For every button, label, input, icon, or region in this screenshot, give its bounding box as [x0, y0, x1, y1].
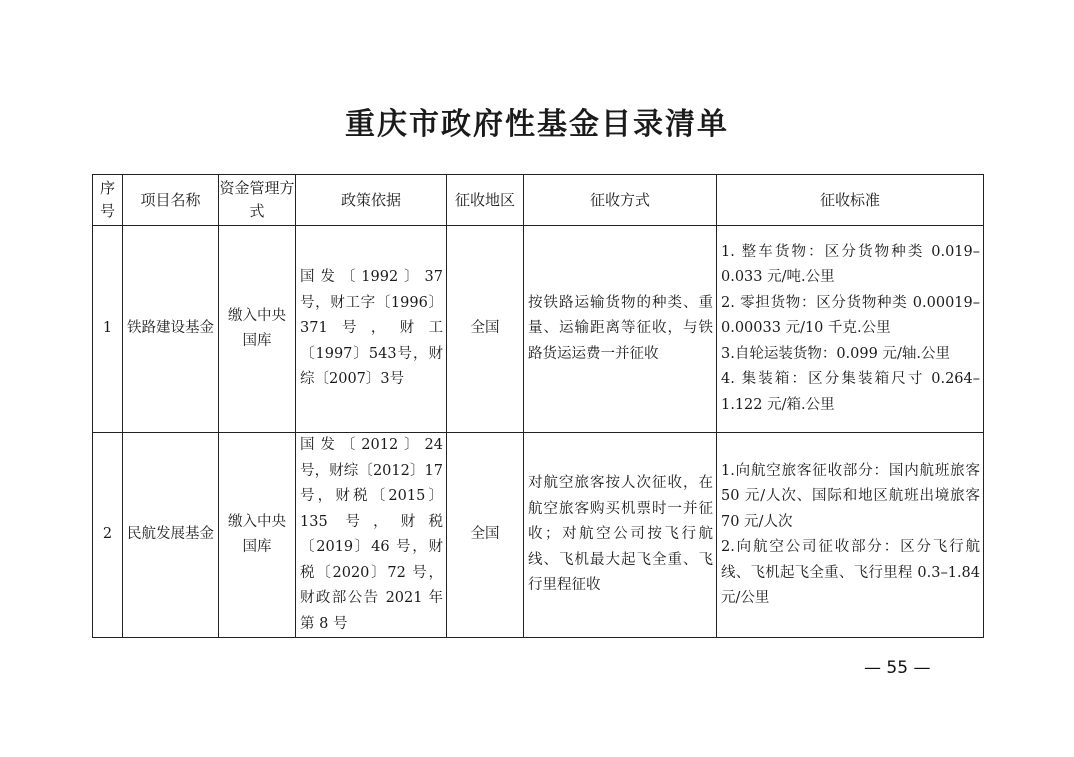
header-method: 征收方式	[524, 175, 717, 226]
row-method: 按铁路运输货物的种类、重量、运输距离等征收，与铁路货运运费一并征收	[524, 226, 717, 433]
standard-line: 2.向航空公司征收部分：区分飞行航线、飞机起飞全重、飞行里程 0.3–1.84 元/公里	[721, 539, 980, 606]
row-name: 铁路建设基金	[123, 226, 219, 433]
row-basis: 国发〔2012〕24 号，财综〔2012〕17 号，财税〔2015〕135 号，财税〔2019〕46 号，财税〔2020〕72 号，财政部公告 2021 年第 8 号	[296, 433, 447, 638]
row-basis: 国发〔1992〕37 号，财工字〔1996〕371号，财工〔1997〕543号，财综〔2007〕3号	[296, 226, 447, 433]
row-standard	[717, 433, 984, 638]
standard-line: 4. 集装箱：区分集装箱尺寸 0.264–1.122 元/箱.公里	[721, 371, 980, 413]
standard-line: 3.自轮运装货物：0.099 元/轴.公里	[721, 345, 950, 362]
standard-line: 1. 整车货物：区分货物种类 0.019–0.033 元/吨.公里	[721, 243, 980, 286]
header-name: 项目名称	[123, 175, 219, 226]
header-mgmt: 资金管理方式	[219, 175, 296, 226]
row-region: 全国	[447, 433, 524, 638]
row-method: 对航空旅客按人次征收，在航空旅客购买机票时一并征收；对航空公司按飞行航线、飞机最大起飞全重、飞行里程征收	[524, 433, 717, 638]
row-name: 民航发展基金	[123, 433, 219, 638]
table-row	[93, 226, 984, 433]
row-mgmt: 缴入中央国库	[219, 433, 296, 638]
standard-line: 1.向航空旅客征收部分：国内航班旅客 50 元/人次、国际和地区航班出境旅客 70 元/人次	[721, 462, 980, 530]
header-seq: 序号	[93, 175, 123, 226]
standard-line: 2. 零担货物：区分货物种类 0.00019–0.00033 元/10 千克.公里	[721, 294, 980, 337]
page-number: — 55 —	[864, 658, 931, 678]
table-row	[93, 433, 984, 638]
header-region: 征收地区	[447, 175, 524, 226]
row-standard	[717, 226, 984, 433]
row-seq: 1	[93, 226, 123, 433]
table-header-row	[93, 175, 984, 226]
row-region: 全国	[447, 226, 524, 433]
row-seq: 2	[93, 433, 123, 638]
page-title: 重庆市政府性基金目录清单	[345, 107, 729, 142]
fund-catalog-table	[92, 174, 984, 638]
row-mgmt: 缴入中央国库	[219, 226, 296, 433]
header-standard: 征收标准	[717, 175, 984, 226]
header-basis: 政策依据	[296, 175, 447, 226]
